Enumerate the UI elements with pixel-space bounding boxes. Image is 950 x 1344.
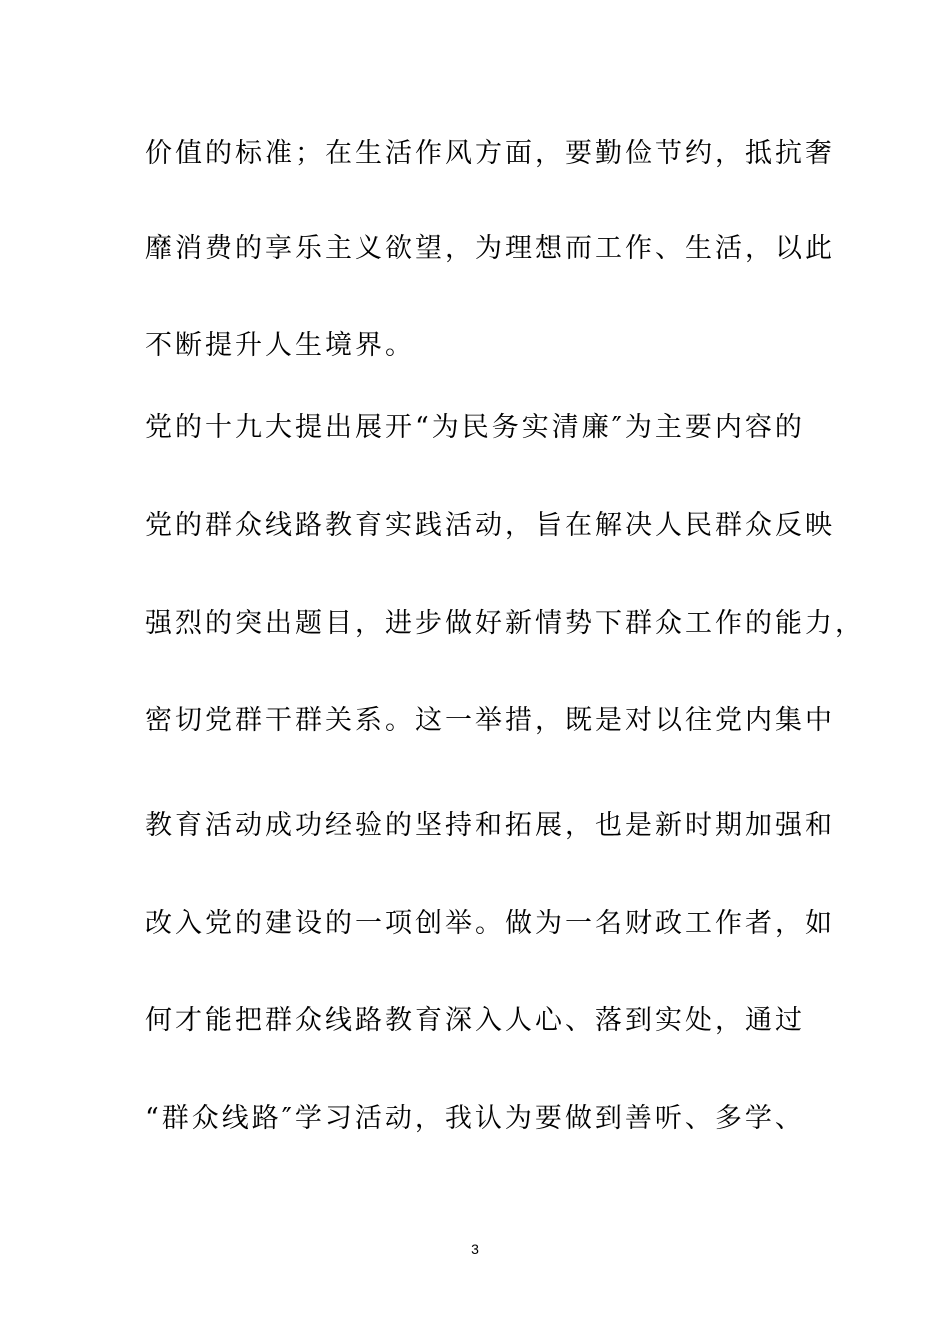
text-line: 改入党的建设的一项创举。做为一名财政工作者，如 — [145, 908, 835, 939]
text-line: 靡消费的享乐主义欲望，为理想而工作、生活，以此 — [145, 233, 835, 264]
text-line: 价值的标准；在生活作风方面，要勤俭节约，抵抗奢 — [145, 138, 835, 169]
text-line: 何才能把群众线路教育深入人心、落到实处，通过 — [145, 1005, 805, 1036]
text-line: 教育活动成功经验的坚持和拓展，也是新时期加强和 — [145, 810, 835, 841]
text-line: 党的群众线路教育实践活动，旨在解决人民群众反映 — [145, 510, 835, 541]
page-number: 3 — [471, 1241, 479, 1257]
text-line: 密切党群干群关系。这一举措，既是对以往党内集中 — [145, 705, 835, 736]
text-line: 党的十九大提出展开“为民务实清廉″为主要内容的 — [145, 412, 805, 443]
text-line: 强烈的突出题目，进步做好新情势下群众工作的能力， — [145, 608, 865, 639]
text-line: “群众线路″学习活动，我认为要做到善听、多学、 — [145, 1103, 805, 1134]
text-line: 不断提升人生境界。 — [145, 330, 415, 361]
